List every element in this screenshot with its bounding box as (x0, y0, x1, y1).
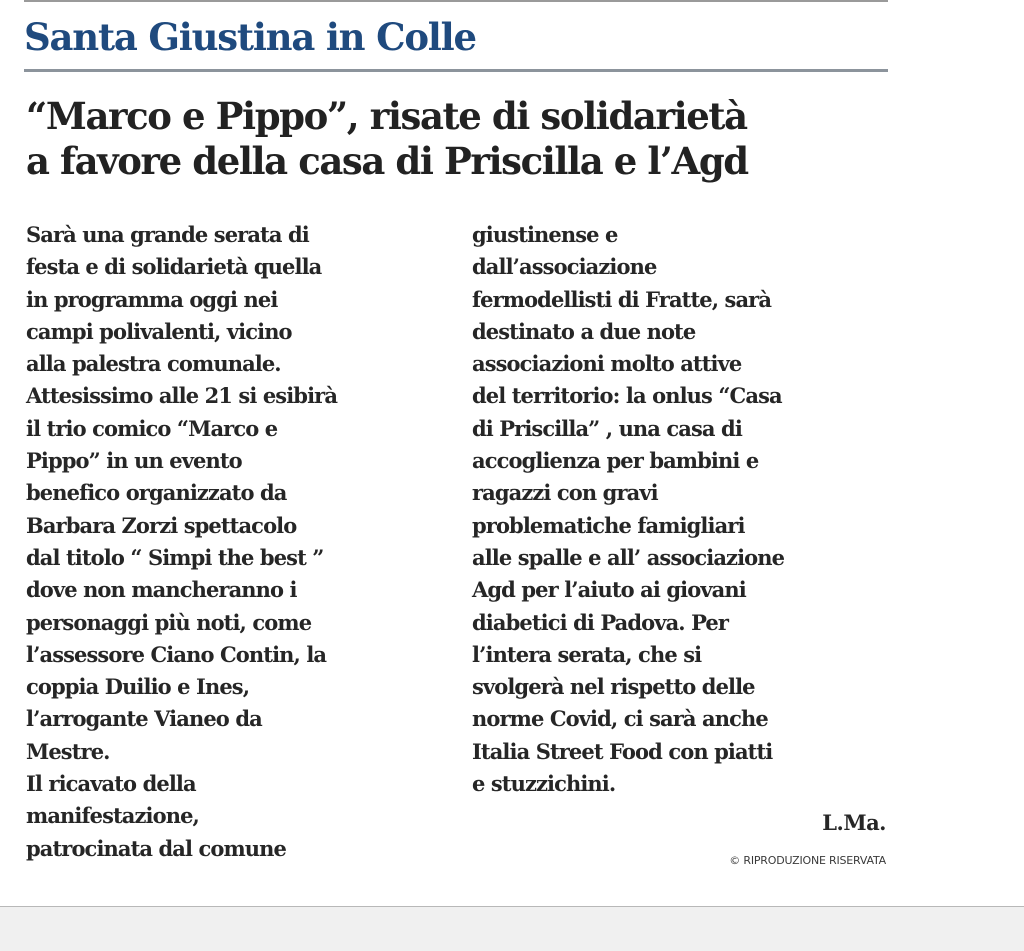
text-line: Attesissimo alle 21 si esibirà (26, 383, 338, 409)
text-line: alla palestra comunale. (26, 351, 281, 377)
copyright-notice: © RIPRODUZIONE RISERVATA (729, 854, 886, 867)
text-line: festa e di solidarietà quella (26, 254, 322, 280)
text-line: in programma oggi nei (26, 286, 278, 312)
text-line: destinato a due note (472, 318, 696, 344)
text-line: benefico organizzato da (26, 480, 287, 506)
text-line: diabetici di Padova. Per (472, 609, 729, 635)
article-column-left (26, 219, 446, 865)
text-line: manifestazione, (26, 803, 199, 829)
author-signature: L.Ma. (822, 810, 886, 835)
top-divider (24, 0, 888, 2)
section-title: Santa Giustina in Colle (24, 15, 476, 59)
text-line: alle spalle e all’ associazione (472, 544, 785, 570)
text-line: norme Covid, ci sarà anche (472, 706, 768, 732)
text-line: fermodellisti di Fratte, sarà (472, 286, 772, 312)
text-line: di Priscilla” , una casa di (472, 415, 742, 441)
text-line: l’arrogante Vianeo da (26, 706, 262, 732)
bottom-margin (0, 907, 1024, 951)
text-line: svolgerà nel rispetto delle (472, 674, 755, 700)
text-line: Italia Street Food con piatti (472, 738, 773, 764)
text-line: Barbara Zorzi spettacolo (26, 512, 297, 538)
text-line: coppia Duilio e Ines, (26, 674, 250, 700)
text-line: e stuzzichini. (472, 771, 616, 797)
article-headline (26, 94, 748, 184)
text-line: personaggi più noti, come (26, 609, 312, 635)
text-line: dove non mancheranno i (26, 577, 297, 603)
text-line: Il ricavato della (26, 771, 196, 797)
text-line: Agd per l’aiuto ai giovani (472, 577, 746, 603)
article-column-right (472, 219, 892, 800)
headline-line: “Marco e Pippo”, risate di solidarietà (26, 94, 747, 138)
text-line: associazioni molto attive (472, 351, 742, 377)
text-line: Mestre. (26, 738, 110, 764)
text-line: accoglienza per bambini e (472, 448, 759, 474)
section-divider (24, 69, 888, 72)
text-line: problematiche famigliari (472, 512, 745, 538)
text-line: ragazzi con gravi (472, 480, 658, 506)
text-line: l’intera serata, che si (472, 641, 702, 667)
text-line: il trio comico “Marco e (26, 415, 278, 441)
text-line: Sarà una grande serata di (26, 222, 309, 247)
headline-line: a favore della casa di Priscilla e l’Agd (26, 139, 748, 183)
text-line: l’assessore Ciano Contin, la (26, 641, 327, 667)
text-line: patrocinata dal comune (26, 835, 287, 861)
text-line: campi polivalenti, vicino (26, 318, 292, 344)
text-line: dal titolo “ Simpi the best ” (26, 544, 324, 570)
text-line: Pippo” in un evento (26, 448, 242, 474)
text-line: del territorio: la onlus “Casa (472, 383, 782, 409)
text-line: dall’associazione (472, 254, 657, 280)
text-line: giustinense e (472, 222, 618, 247)
